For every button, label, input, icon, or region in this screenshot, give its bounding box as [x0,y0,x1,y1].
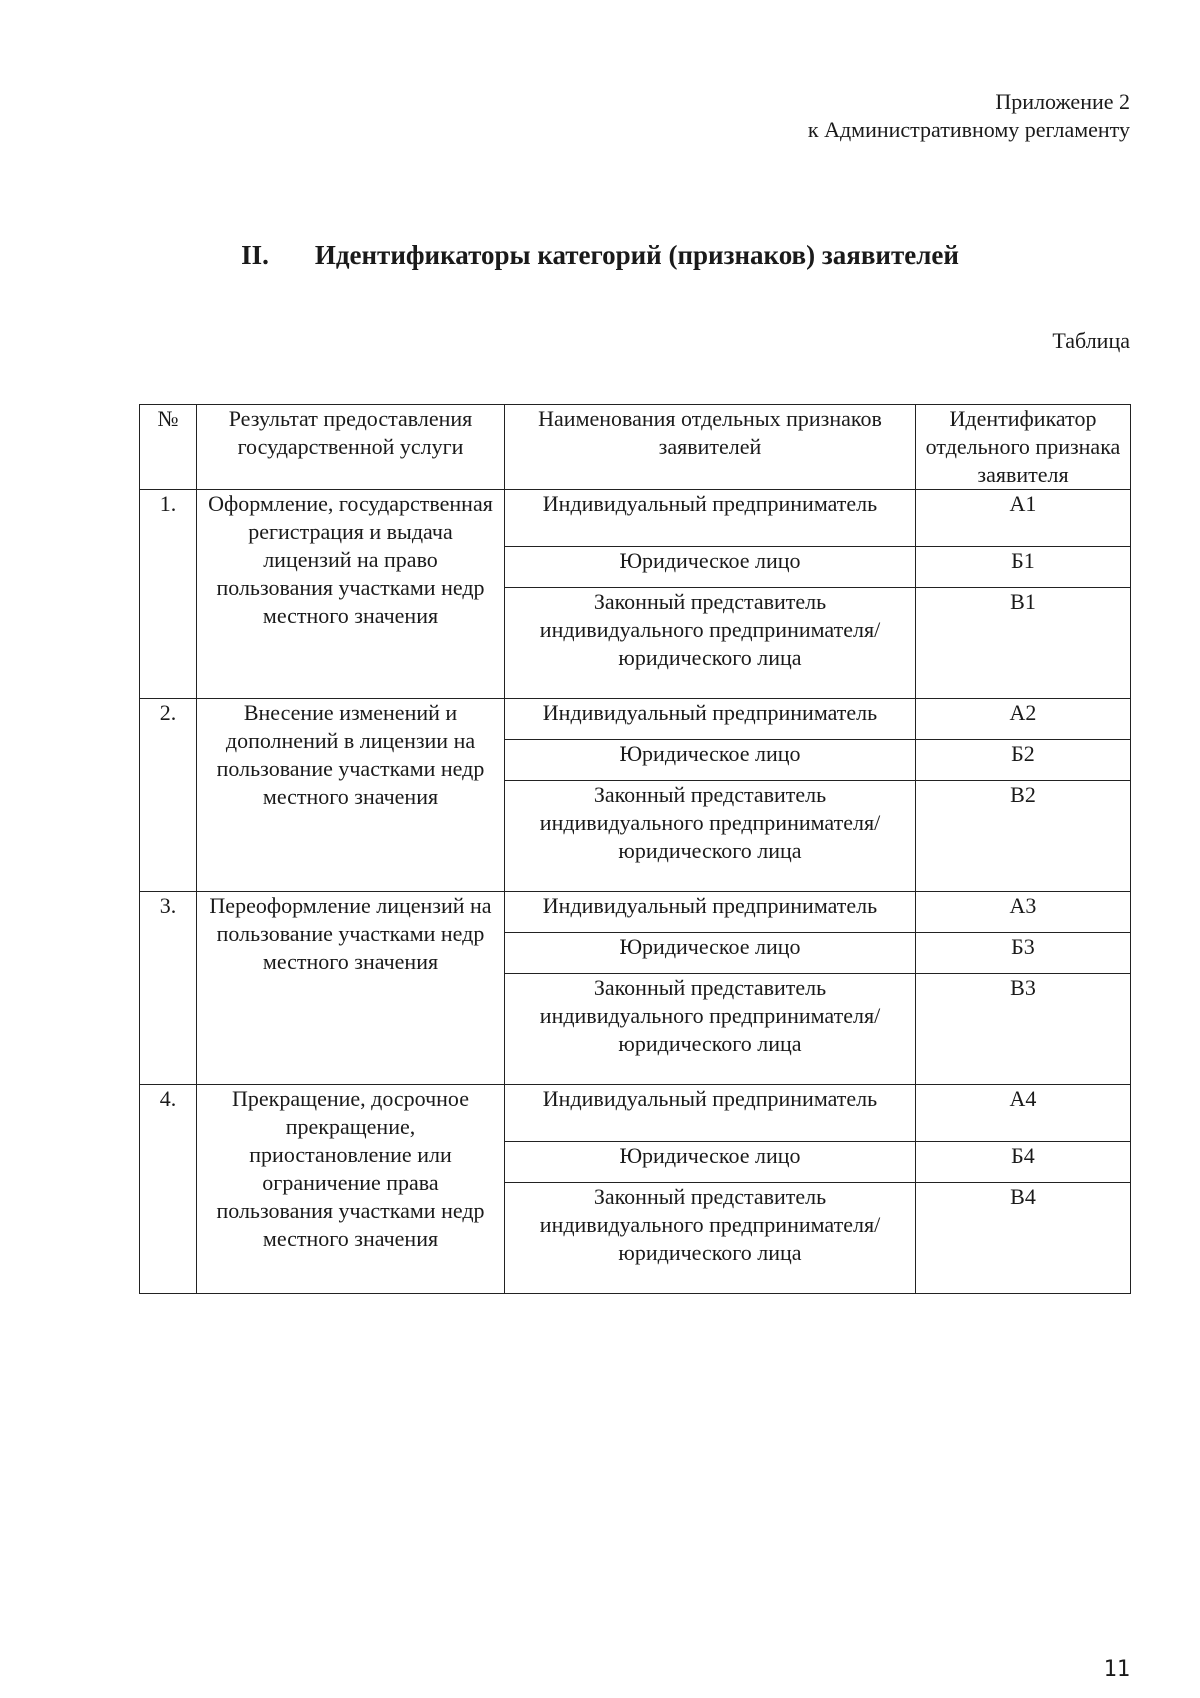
table-row [140,490,1131,547]
feature-code: В3 [916,974,1131,1085]
feature-code: В1 [916,588,1131,699]
feature-code: А3 [916,892,1131,933]
feature-name: Индивидуальный предприниматель [505,490,916,547]
feature-code: Б4 [916,1142,1131,1183]
page-number: 11 [1103,1657,1130,1682]
appendix-line-2: к Административному регламенту [807,117,1130,142]
feature-code: А2 [916,699,1131,740]
feature-code: А1 [916,490,1131,547]
table-row [140,1085,1131,1142]
feature-name: Юридическое лицо [505,740,916,781]
feature-name: Юридическое лицо [505,933,916,974]
feature-name: Законный представитель индивидуального предпринимателя/юридического лица [505,588,916,699]
row-number: 4. [140,1085,197,1294]
feature-name: Законный представитель индивидуального предпринимателя/юридического лица [505,781,916,892]
row-number: 2. [140,699,197,892]
row-number: 1. [140,490,197,699]
feature-name: Юридическое лицо [505,547,916,588]
feature-name: Индивидуальный предприниматель [505,1085,916,1142]
feature-code: Б1 [916,547,1131,588]
column-header-code: Идентификатор отдельного признака заявителя [916,405,1131,490]
section-title-text: Идентификаторы категорий (признаков) заявителей [314,240,959,270]
feature-code: В4 [916,1183,1131,1294]
feature-name: Законный представитель индивидуального предпринимателя/юридического лица [505,974,916,1085]
service-result: Оформление, государственная регистрация и выдача лицензий на право пользования участками недр местного значения [197,490,505,699]
feature-name: Законный представитель индивидуального предпринимателя/юридического лица [505,1183,916,1294]
row-number: 3. [140,892,197,1085]
column-header-number: № [140,405,197,490]
feature-name: Индивидуальный предприниматель [505,892,916,933]
table-label: Таблица [1052,328,1130,353]
feature-name: Юридическое лицо [505,1142,916,1183]
feature-code: А4 [916,1085,1131,1142]
column-header-feature: Наименования отдельных признаков заявителей [505,405,916,490]
feature-code: В2 [916,781,1131,892]
feature-code: Б2 [916,740,1131,781]
feature-code: Б3 [916,933,1131,974]
section-number: II. [241,240,269,270]
service-result: Переоформление лицензий на пользование участками недр местного значения [197,892,505,1085]
service-result: Внесение изменений и дополнений в лицензии на пользование участками недр местного значения [197,699,505,892]
table-header-row [140,405,1131,490]
feature-name: Индивидуальный предприниматель [505,699,916,740]
table-row [140,699,1131,740]
appendix-line-1: Приложение 2 [995,89,1130,114]
service-result: Прекращение, досрочное прекращение, приостановление или ограничение права пользования участками недр местного значения [197,1085,505,1294]
section-title [0,240,1200,271]
table-row [140,892,1131,933]
identifiers-table [139,404,1131,1294]
appendix-header [808,88,1130,144]
column-header-result: Результат предоставления государственной услуги [197,405,505,490]
